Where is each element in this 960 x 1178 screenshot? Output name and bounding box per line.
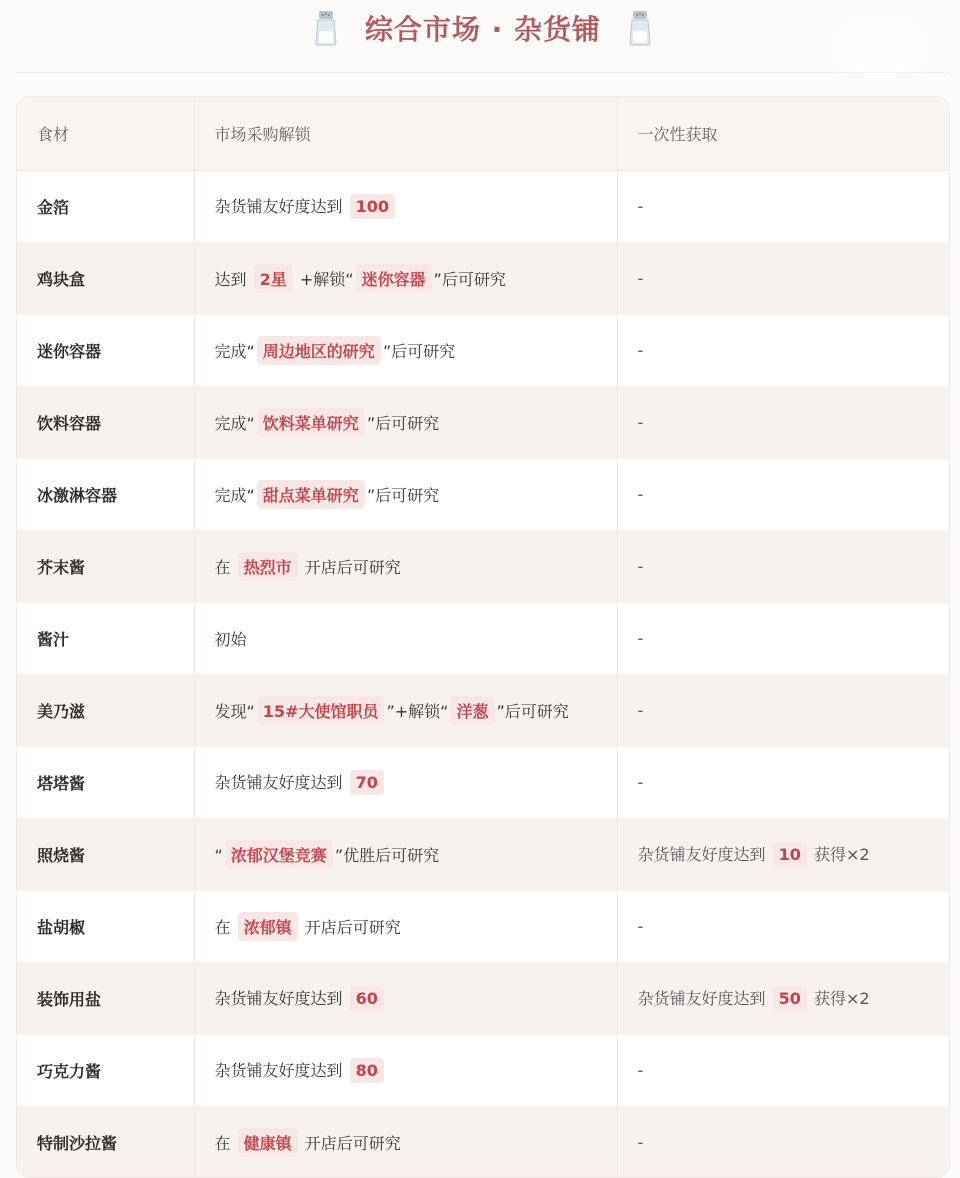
highlight-tag: 100 (350, 194, 395, 219)
text-segment: 开店后可研究 (300, 1134, 401, 1153)
ingredient-name: 芥末酱 (17, 531, 194, 603)
text-segment: 杂货铺友好度达到 (215, 197, 348, 216)
text-segment: - (638, 341, 644, 360)
column-header-one-time-obtain: 一次性获取 (617, 97, 949, 171)
text-segment: 获得×2 (809, 845, 870, 864)
text-segment: +解锁“ (295, 270, 354, 289)
text-segment: 初始 (215, 630, 247, 649)
text-segment: 达到 (215, 270, 252, 289)
highlight-tag: 2星 (254, 264, 293, 293)
unlock-condition (194, 315, 617, 387)
highlight-tag: 浓郁镇 (238, 912, 298, 941)
text-segment: - (638, 197, 644, 216)
text-segment: - (638, 269, 644, 288)
text-segment: - (638, 485, 644, 504)
unlock-condition (194, 603, 617, 675)
ingredient-name: 美乃滋 (17, 675, 194, 747)
one-time-obtain (617, 603, 949, 675)
one-time-obtain (617, 1107, 949, 1178)
one-time-obtain (617, 171, 949, 243)
table-row (17, 747, 949, 819)
table-header-row (17, 97, 949, 171)
table-row (17, 243, 949, 315)
text-segment: ”优胜后可研究 (335, 846, 439, 865)
ingredient-name: 装饰用盐 (17, 963, 194, 1035)
unlock-condition (194, 171, 617, 243)
highlight-tag: 甜点菜单研究 (257, 480, 365, 509)
one-time-obtain (617, 531, 949, 603)
highlight-tag: 热烈市 (238, 552, 298, 581)
highlight-tag: 15#大使馆职员 (257, 696, 385, 725)
table-row (17, 963, 949, 1035)
ingredient-name: 饮料容器 (17, 387, 194, 459)
one-time-obtain (617, 459, 949, 531)
one-time-obtain (617, 819, 949, 891)
unlock-condition (194, 1107, 617, 1178)
ingredient-name: 巧克力酱 (17, 1035, 194, 1107)
column-header-ingredient: 食材 (17, 97, 194, 171)
table-body (17, 171, 949, 1178)
salt-shaker-icon (627, 9, 653, 47)
highlight-tag: 迷你容器 (356, 264, 432, 293)
text-segment: - (638, 413, 644, 432)
table-row (17, 1107, 949, 1178)
text-segment: ”后可研究 (367, 486, 439, 505)
unlock-condition (194, 963, 617, 1035)
ingredient-name: 照烧酱 (17, 819, 194, 891)
ingredient-name: 酱汁 (17, 603, 194, 675)
text-segment: 杂货铺友好度达到 (215, 989, 348, 1008)
table-row (17, 387, 949, 459)
text-segment: 在 (215, 558, 236, 577)
text-segment: 杂货铺友好度达到 (215, 1061, 348, 1080)
text-segment: 完成“ (215, 486, 255, 505)
text-segment: - (638, 1133, 644, 1152)
highlight-tag: 健康镇 (238, 1128, 298, 1157)
highlight-tag: 50 (773, 986, 807, 1011)
table-row (17, 1035, 949, 1107)
table-row (17, 891, 949, 963)
text-segment: 获得×2 (809, 989, 870, 1008)
ingredient-name: 塔塔酱 (17, 747, 194, 819)
highlight-tag: 饮料菜单研究 (257, 408, 365, 437)
text-segment: “ (215, 846, 223, 865)
text-segment: 杂货铺友好度达到 (215, 773, 348, 792)
unlock-condition (194, 747, 617, 819)
table-row (17, 459, 949, 531)
ingredient-name: 迷你容器 (17, 315, 194, 387)
unlock-condition (194, 387, 617, 459)
table-row (17, 675, 949, 747)
one-time-obtain (617, 675, 949, 747)
text-segment: ”+解锁“ (386, 702, 448, 721)
text-segment: 在 (215, 918, 236, 937)
text-segment: - (638, 1061, 644, 1080)
text-segment: 在 (215, 1134, 236, 1153)
unlock-condition (194, 459, 617, 531)
one-time-obtain (617, 387, 949, 459)
unlock-condition (194, 1035, 617, 1107)
ingredient-name: 冰激淋容器 (17, 459, 194, 531)
salt-shaker-icon (313, 9, 339, 47)
text-segment: ”后可研究 (497, 702, 569, 721)
table-row (17, 531, 949, 603)
highlight-tag: 浓郁汉堡竞赛 (225, 840, 333, 869)
text-segment: 发现“ (215, 702, 255, 721)
highlight-tag: 60 (350, 986, 384, 1011)
one-time-obtain (617, 747, 949, 819)
table-row (17, 171, 949, 243)
text-segment: - (638, 701, 644, 720)
one-time-obtain (617, 315, 949, 387)
text-segment: 完成“ (215, 342, 255, 361)
highlight-tag: 80 (350, 1058, 384, 1083)
unlock-condition (194, 819, 617, 891)
highlight-tag: 70 (350, 770, 384, 795)
text-segment: - (638, 917, 644, 936)
ingredient-table-card (16, 96, 950, 1178)
ingredient-name: 金箔 (17, 171, 194, 243)
text-segment: 杂货铺友好度达到 (638, 845, 771, 864)
text-segment: ”后可研究 (383, 342, 455, 361)
text-segment: 杂货铺友好度达到 (638, 989, 771, 1008)
one-time-obtain (617, 963, 949, 1035)
unlock-condition (194, 675, 617, 747)
highlight-tag: 洋葱 (450, 696, 494, 725)
unlock-condition (194, 531, 617, 603)
ingredient-table (17, 97, 949, 1178)
table-row (17, 819, 949, 891)
ingredient-name: 鸡块盒 (17, 243, 194, 315)
text-segment: 完成“ (215, 414, 255, 433)
text-segment: - (638, 629, 644, 648)
column-header-market-unlock: 市场采购解锁 (194, 97, 617, 171)
highlight-tag: 周边地区的研究 (257, 336, 381, 365)
one-time-obtain (617, 891, 949, 963)
ingredient-name: 特制沙拉酱 (17, 1107, 194, 1178)
ingredient-name: 盐胡椒 (17, 891, 194, 963)
unlock-condition (194, 243, 617, 315)
text-segment: ”后可研究 (434, 270, 506, 289)
page-title: 综合市场 · 杂货铺 (365, 8, 601, 48)
page-header (16, 0, 950, 73)
text-segment: 开店后可研究 (300, 558, 401, 577)
text-segment: ”后可研究 (367, 414, 439, 433)
unlock-condition (194, 891, 617, 963)
text-segment: 开店后可研究 (300, 918, 401, 937)
decorative-glow (840, 24, 920, 70)
text-segment: - (638, 773, 644, 792)
one-time-obtain (617, 243, 949, 315)
table-row (17, 603, 949, 675)
one-time-obtain (617, 1035, 949, 1107)
text-segment: - (638, 557, 644, 576)
title-bar (16, 8, 950, 48)
highlight-tag: 10 (773, 842, 807, 867)
table-row (17, 315, 949, 387)
